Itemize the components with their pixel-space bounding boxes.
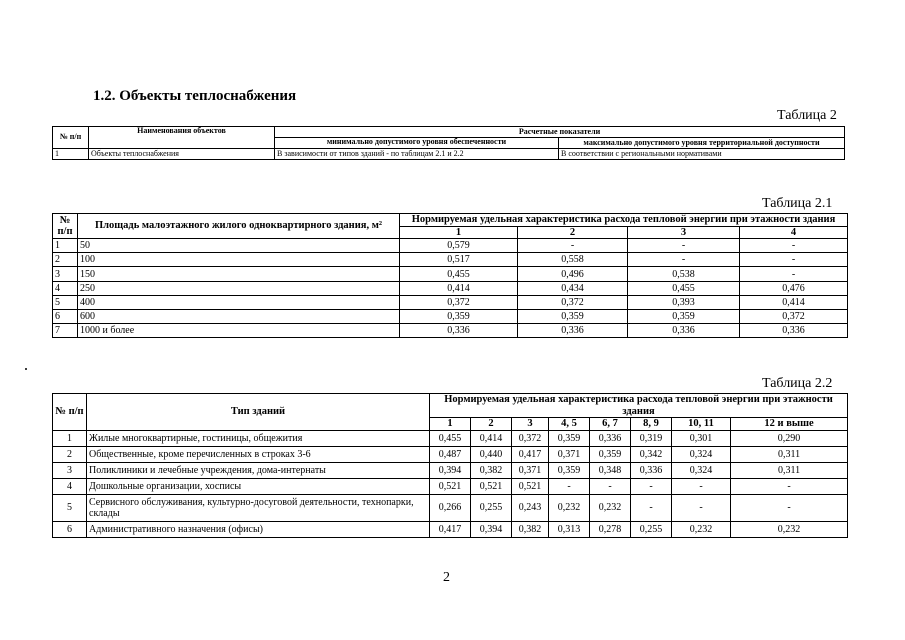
table-cell: 0,496 xyxy=(518,267,628,281)
table-cell: 150 xyxy=(78,267,400,281)
table-cell: 0,440 xyxy=(471,446,512,462)
t22-header-type: Тип зданий xyxy=(87,394,430,431)
table-row xyxy=(53,239,848,253)
page-number: 2 xyxy=(443,570,450,585)
table-cell: 0,324 xyxy=(672,446,731,462)
table-cell: - xyxy=(731,494,848,521)
table-cell: 0,521 xyxy=(430,478,471,494)
t2-header-min: минимально допустимого уровня обеспеченности xyxy=(275,138,559,149)
table-cell: 0,336 xyxy=(518,324,628,338)
table-cell: - xyxy=(740,267,848,281)
table-cell: 0,359 xyxy=(549,430,590,446)
t21-col-header: 4 xyxy=(740,226,848,239)
table-cell: 0,232 xyxy=(731,521,848,537)
table-cell: 0,266 xyxy=(430,494,471,521)
table-cell: 0,372 xyxy=(740,310,848,324)
table-cell: Жилые многоквартирные, гостиницы, общежития xyxy=(87,430,430,446)
table-cell: 4 xyxy=(53,478,87,494)
table-cell: Административного назначения (офисы) xyxy=(87,521,430,537)
table-row xyxy=(53,267,848,281)
table-cell: 0,336 xyxy=(631,462,672,478)
t22-col-header: 3 xyxy=(512,418,549,431)
table-cell: Дошкольные организации, хосписы xyxy=(87,478,430,494)
table-cell: 1000 и более xyxy=(78,324,400,338)
table-cell: 0,336 xyxy=(740,324,848,338)
table-cell: Объекты теплоснабжения xyxy=(89,149,275,160)
t21-col-header: 1 xyxy=(400,226,518,239)
table-cell: 0,371 xyxy=(549,446,590,462)
table-cell: 250 xyxy=(78,281,400,295)
table-row xyxy=(53,253,848,267)
t22-col-header: 8, 9 xyxy=(631,418,672,431)
table-row xyxy=(53,462,848,478)
table-cell: 0,348 xyxy=(590,462,631,478)
table-cell: 0,455 xyxy=(430,430,471,446)
t2-body xyxy=(53,149,845,160)
table-cell: - xyxy=(518,239,628,253)
table-cell: 0,414 xyxy=(400,281,518,295)
table-cell: 0,372 xyxy=(400,295,518,309)
table-2-1-caption: Таблица 2.1 xyxy=(762,196,833,211)
table-row xyxy=(53,295,848,309)
table-cell: - xyxy=(549,478,590,494)
table-cell: 0,336 xyxy=(590,430,631,446)
table-cell: 0,417 xyxy=(430,521,471,537)
table-cell: - xyxy=(740,253,848,267)
table-cell: 0,278 xyxy=(590,521,631,537)
table-2-1 xyxy=(52,213,848,338)
t21-header-area: Площадь малоэтажного жилого одноквартирного здания, м² xyxy=(78,214,400,239)
table-cell: 0,336 xyxy=(628,324,740,338)
table-row xyxy=(53,324,848,338)
table-cell: 400 xyxy=(78,295,400,309)
table-cell: 0,359 xyxy=(628,310,740,324)
table-cell: В соответствии с региональными нормативами xyxy=(559,149,845,160)
table-cell: 1 xyxy=(53,149,89,160)
table-cell: 0,359 xyxy=(400,310,518,324)
table-cell: - xyxy=(631,494,672,521)
table-cell: - xyxy=(672,494,731,521)
table-cell: 2 xyxy=(53,446,87,462)
t22-col-header: 2 xyxy=(471,418,512,431)
table-cell: 0,517 xyxy=(400,253,518,267)
table-cell: 6 xyxy=(53,521,87,537)
table-cell: 0,232 xyxy=(672,521,731,537)
t22-col-header: 6, 7 xyxy=(590,418,631,431)
table-2-caption: Таблица 2 xyxy=(777,108,837,123)
table-cell: Поликлиники и лечебные учреждения, дома-интернаты xyxy=(87,462,430,478)
table-cell: 0,558 xyxy=(518,253,628,267)
table-cell: 0,232 xyxy=(549,494,590,521)
t21-col-header: 3 xyxy=(628,226,740,239)
table-cell: - xyxy=(590,478,631,494)
table-row xyxy=(53,494,848,521)
table-cell: 0,394 xyxy=(430,462,471,478)
table-2-2 xyxy=(52,393,848,538)
table-cell: 0,382 xyxy=(471,462,512,478)
table-row xyxy=(53,478,848,494)
t21-col-header: 2 xyxy=(518,226,628,239)
table-cell: - xyxy=(740,239,848,253)
table-cell: 0,319 xyxy=(631,430,672,446)
table-cell: 50 xyxy=(78,239,400,253)
t22-col-header: 10, 11 xyxy=(672,418,731,431)
t22-col-header: 12 и выше xyxy=(731,418,848,431)
table-cell: 0,455 xyxy=(628,281,740,295)
table-cell: 0,414 xyxy=(471,430,512,446)
table-cell: 0,359 xyxy=(549,462,590,478)
table-row xyxy=(53,149,845,160)
table-row xyxy=(53,521,848,537)
stray-dot xyxy=(25,368,27,370)
table-cell: 3 xyxy=(53,267,78,281)
t22-col-header: 1 xyxy=(430,418,471,431)
table-cell: 0,521 xyxy=(512,478,549,494)
table-cell: 0,336 xyxy=(400,324,518,338)
table-cell: 4 xyxy=(53,281,78,295)
table-cell: 0,579 xyxy=(400,239,518,253)
table-cell: 0,243 xyxy=(512,494,549,521)
table-cell: 0,311 xyxy=(731,462,848,478)
t21-header-num: № п/п xyxy=(53,214,78,239)
t21-header-group: Нормируемая удельная характеристика расхода тепловой энергии при этажности здания xyxy=(400,214,848,227)
table-cell: 100 xyxy=(78,253,400,267)
table-2 xyxy=(52,126,845,160)
table-cell: 0,371 xyxy=(512,462,549,478)
table-cell: 600 xyxy=(78,310,400,324)
table-cell: 0,311 xyxy=(731,446,848,462)
table-cell: - xyxy=(628,239,740,253)
table-cell: 0,476 xyxy=(740,281,848,295)
table-cell: 1 xyxy=(53,430,87,446)
table-row xyxy=(53,446,848,462)
table-cell: - xyxy=(631,478,672,494)
table-cell: В зависимости от типов зданий - по таблицам 2.1 и 2.2 xyxy=(275,149,559,160)
table-cell: Общественные, кроме перечисленных в строках 3-6 xyxy=(87,446,430,462)
t2-header-name: Наименования объектов xyxy=(89,127,275,149)
table-cell: 0,521 xyxy=(471,478,512,494)
table-2-2-caption: Таблица 2.2 xyxy=(762,376,833,391)
table-cell: 0,359 xyxy=(518,310,628,324)
table-cell: 0,255 xyxy=(631,521,672,537)
table-cell: 0,455 xyxy=(400,267,518,281)
table-cell: 0,393 xyxy=(628,295,740,309)
table-cell: 0,372 xyxy=(518,295,628,309)
table-cell: 0,301 xyxy=(672,430,731,446)
table-cell: - xyxy=(731,478,848,494)
table-cell: 0,487 xyxy=(430,446,471,462)
table-cell: 0,372 xyxy=(512,430,549,446)
table-cell: 0,538 xyxy=(628,267,740,281)
table-cell: 5 xyxy=(53,295,78,309)
table-cell: 7 xyxy=(53,324,78,338)
table-cell: 2 xyxy=(53,253,78,267)
table-cell: Сервисного обслуживания, культурно-досуговой деятельности, технопарки, склады xyxy=(87,494,430,521)
table-cell: - xyxy=(672,478,731,494)
table-cell: 0,414 xyxy=(740,295,848,309)
t22-header-num: № п/п xyxy=(53,394,87,431)
t2-header-num: № п/п xyxy=(53,127,89,149)
table-cell: 0,324 xyxy=(672,462,731,478)
t2-header-max: максимально допустимого уровня территориальной доступности xyxy=(559,138,845,149)
table-cell: 0,394 xyxy=(471,521,512,537)
section-heading: 1.2. Объекты теплоснабжения xyxy=(93,88,297,104)
table-cell: 0,232 xyxy=(590,494,631,521)
table-row xyxy=(53,430,848,446)
table-row xyxy=(53,310,848,324)
table-cell: 3 xyxy=(53,462,87,478)
table-cell: - xyxy=(628,253,740,267)
table-cell: 6 xyxy=(53,310,78,324)
table-row xyxy=(53,281,848,295)
table-cell: 0,313 xyxy=(549,521,590,537)
t22-col-header: 4, 5 xyxy=(549,418,590,431)
table-cell: 0,417 xyxy=(512,446,549,462)
table-cell: 5 xyxy=(53,494,87,521)
table-cell: 0,382 xyxy=(512,521,549,537)
table-cell: 0,359 xyxy=(590,446,631,462)
table-cell: 0,255 xyxy=(471,494,512,521)
table-cell: 0,434 xyxy=(518,281,628,295)
t2-header-group: Расчетные показатели xyxy=(275,127,845,138)
t22-header-group: Нормируемая удельная характеристика расхода тепловой энергии при этажности здания xyxy=(430,394,848,418)
table-cell: 0,290 xyxy=(731,430,848,446)
table-cell: 0,342 xyxy=(631,446,672,462)
table-cell: 1 xyxy=(53,239,78,253)
